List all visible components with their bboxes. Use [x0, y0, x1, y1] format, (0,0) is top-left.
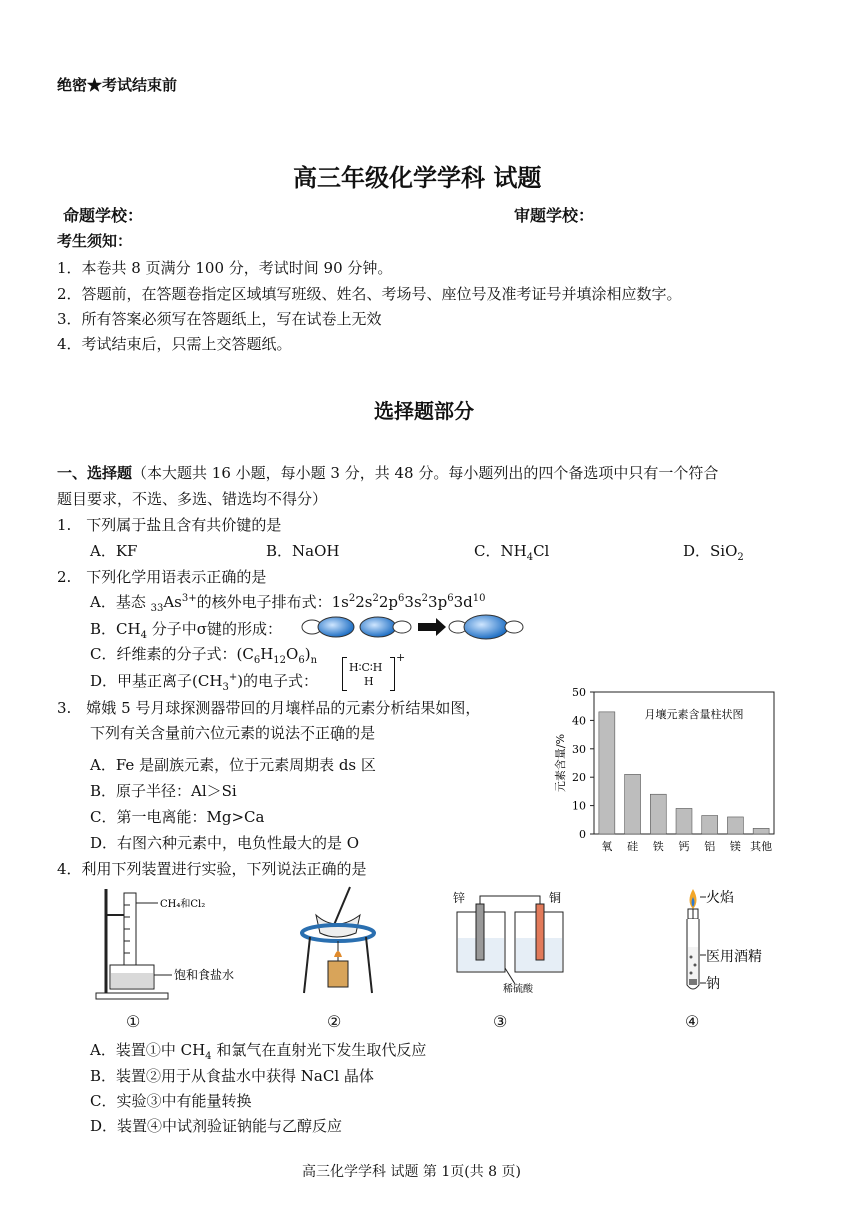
y-tick-label: 30	[572, 742, 586, 756]
svg-text:CH₄和Cl₂: CH₄和Cl₂	[160, 899, 206, 910]
reviewer-label: 审题学校：	[514, 206, 595, 225]
notice-heading: 考生须知：	[57, 232, 133, 250]
q3-option-b: B．原子半径：Al＞Si	[90, 782, 237, 800]
q2-option-d: D．甲基正离子$(CH_3^+)$的电子式：	[90, 672, 319, 693]
x-tick-label: 氧	[601, 840, 613, 853]
q1-option-d: D．SiO$_2$	[683, 542, 744, 563]
bar-镁	[727, 817, 743, 834]
notice-item-3: 3．所有答案必须写在答题纸上，写在试卷上无效	[57, 310, 382, 328]
y-tick-label: 50	[572, 686, 586, 699]
bar-铝	[702, 816, 718, 834]
bar-氧	[599, 712, 615, 834]
q4-option-d: D．装置④中试剂验证钠能与乙醇反应	[90, 1117, 343, 1135]
apparatus-number-3: ③	[493, 1012, 508, 1031]
q2-stem: 2. 下列化学用语表示正确的是	[57, 568, 267, 586]
part1-desc-line2: 题目要求，不选、多选、错选均不得分）	[57, 490, 328, 508]
x-tick-label: 铁	[652, 840, 664, 853]
apparatus-2-evaporation-dish	[298, 885, 378, 1000]
notice-item-4: 4．考试结束后，只需上交答题纸。	[57, 335, 292, 353]
x-tick-label: 铝	[704, 840, 716, 853]
apparatus-3-zinc-copper-cell	[445, 888, 595, 998]
q3-option-a: A．Fe 是副族元素，位于元素周期表 ds 区	[90, 756, 376, 774]
page-title: 高三年级化学学科 试题	[293, 163, 542, 192]
x-tick-label: 钙	[678, 840, 690, 853]
notice-item-1: 1．本卷共 8 页满分 100 分，考试时间 90 分钟。	[57, 259, 393, 277]
svg-text:稀硫酸: 稀硫酸	[503, 984, 533, 995]
bar-铁	[650, 794, 666, 834]
y-tick-label: 40	[572, 714, 586, 728]
q2-option-a: A．基态 $_{33}As^{3+}$的核外电子排布式：$1s^22s^22p^63s^23p^63d^{10}$	[90, 593, 486, 614]
q2-option-b: B．$CH_4$ 分子中σ键的形成：	[90, 620, 282, 641]
proposer-label: 命题学校：	[63, 206, 144, 225]
q4-stem: 4．利用下列装置进行实验，下列说法正确的是	[57, 860, 367, 878]
q1-option-c: C．$NH_4Cl$	[474, 542, 550, 563]
q1-stem: 1. 下列属于盐且含有共价键的是	[57, 516, 282, 534]
q1-option-a: A．KF	[90, 542, 138, 560]
q3-stem-line1: 3. 嫦娥 5 号月球探测器带回的月壤样品的元素分析结果如图，	[57, 699, 481, 717]
svg-text:饱和食盐水: 饱和食盐水	[174, 968, 235, 982]
q4-option-a: A．装置①中 $CH_4$ 和氯气在直射光下发生取代反应	[90, 1041, 427, 1062]
svg-text:铜: 铜	[549, 891, 562, 905]
page-footer: 高三化学学科 试题 第 1页(共 8 页)	[302, 1164, 521, 1180]
apparatus-number-2: ②	[327, 1012, 342, 1031]
section-title: 选择题部分	[374, 399, 474, 423]
x-tick-label: 其他	[750, 840, 773, 853]
confidential-mark: 绝密★考试结束前	[57, 76, 178, 94]
svg-text:钠: 钠	[706, 976, 720, 992]
q2-option-c: C．纤维素的分子式：$(C_6H_{12}O_6)_n$	[90, 645, 318, 666]
svg-text:医用酒精: 医用酒精	[706, 949, 762, 965]
apparatus-number-4: ④	[685, 1012, 700, 1031]
q3-option-c: C．第一电离能：Mg>Ca	[90, 808, 265, 826]
bar-钙	[676, 808, 692, 834]
svg-text:锌: 锌	[453, 891, 466, 905]
q3-option-d: D．右图六种元素中，电负性最大的是 O	[90, 834, 360, 852]
part1-label: 一、选择题	[57, 464, 133, 482]
bar-其他	[753, 828, 769, 834]
methyl-cation-lewis-structure: H∶C∶H H +	[342, 655, 398, 693]
q1-option-b: B．NaOH	[266, 542, 340, 560]
part1-desc-line1: （本大题共 16 小题，每小题 3 分，共 48 分。每小题列出的四个备选项中只有一个符合	[132, 464, 719, 482]
y-tick-label: 10	[572, 799, 586, 813]
y-tick-label: 20	[572, 771, 586, 785]
q4-option-c: C．实验③中有能量转换	[90, 1092, 252, 1110]
q3-stem-line2: 下列有关含量前六位元素的说法不正确的是	[90, 724, 376, 742]
x-tick-label: 硅	[627, 840, 639, 853]
bar-硅	[625, 774, 641, 834]
y-axis-label: 元素含量/%	[554, 733, 567, 793]
q4-option-b: B．装置②用于从食盐水中获得 NaCl 晶体	[90, 1067, 374, 1085]
y-tick-label: 0	[579, 828, 586, 841]
svg-text:火焰: 火焰	[706, 890, 734, 906]
apparatus-4-sodium-ethanol-tube	[680, 887, 775, 997]
chart-title: 月壤元素含量柱状图	[644, 708, 744, 721]
notice-item-2: 2．答题前，在答题卷指定区域填写班级、姓名、考场号、座位号及准考证号并填涂相应数字。	[57, 285, 682, 303]
apparatus-1-substitution-setup	[92, 885, 262, 1005]
part1-header	[57, 462, 718, 483]
apparatus-number-1: ①	[126, 1012, 141, 1031]
x-tick-label: 镁	[729, 840, 741, 853]
sigma-bond-orbital-figure	[298, 612, 528, 642]
moon-soil-element-bar-chart	[548, 682, 788, 857]
